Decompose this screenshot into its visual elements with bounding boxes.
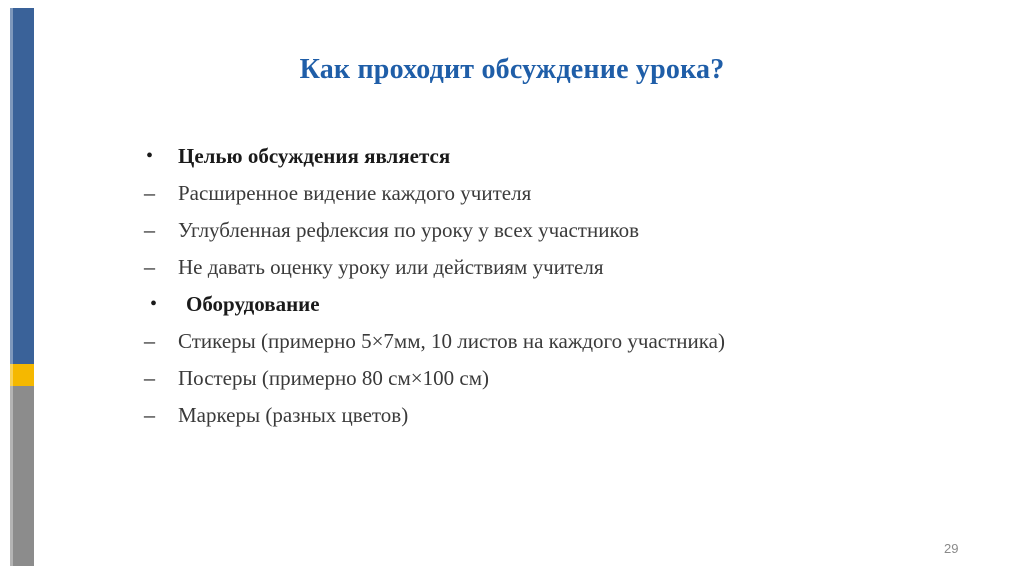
page-number: 29 [944, 541, 959, 556]
list-item-text: Углубленная рефлексия по уроку у всех участников [178, 218, 640, 242]
left-accent-bar [10, 8, 34, 566]
dash-icon: – [144, 328, 155, 353]
bullet-list [142, 140, 962, 436]
list-item [142, 177, 962, 214]
list-item-text: Расширенное видение каждого учителя [178, 181, 532, 205]
bullet-icon: • [146, 145, 154, 167]
dash-icon: – [144, 217, 155, 242]
list-item-text: Не давать оценку уроку или действиям учителя [178, 255, 604, 279]
accent-bar-yellow-segment [10, 364, 34, 386]
list-item [142, 214, 962, 251]
list-item [142, 140, 962, 177]
list-item-text: Постеры (примерно 80 см×100 см) [178, 366, 489, 390]
dash-icon: – [144, 180, 155, 205]
list-item [142, 251, 962, 288]
bullet-icon: • [150, 293, 158, 315]
list-item [142, 288, 962, 325]
list-item [142, 325, 962, 362]
accent-bar-highlight [10, 8, 13, 566]
accent-bar-gray-segment [10, 386, 34, 566]
slide-title: Как проходит обсуждение урока? [299, 54, 725, 85]
list-item-text: Целью обсуждения является [178, 144, 451, 168]
list-item [142, 399, 962, 436]
list-item-text: Стикеры (примерно 5×7мм, 10 листов на каждого участника) [178, 329, 725, 353]
dash-icon: – [144, 254, 155, 279]
list-item [142, 362, 962, 399]
dash-icon: – [144, 365, 155, 390]
list-item-text: Оборудование [186, 292, 320, 316]
dash-icon: – [144, 402, 155, 427]
list-item-text: Маркеры (разных цветов) [178, 403, 409, 427]
